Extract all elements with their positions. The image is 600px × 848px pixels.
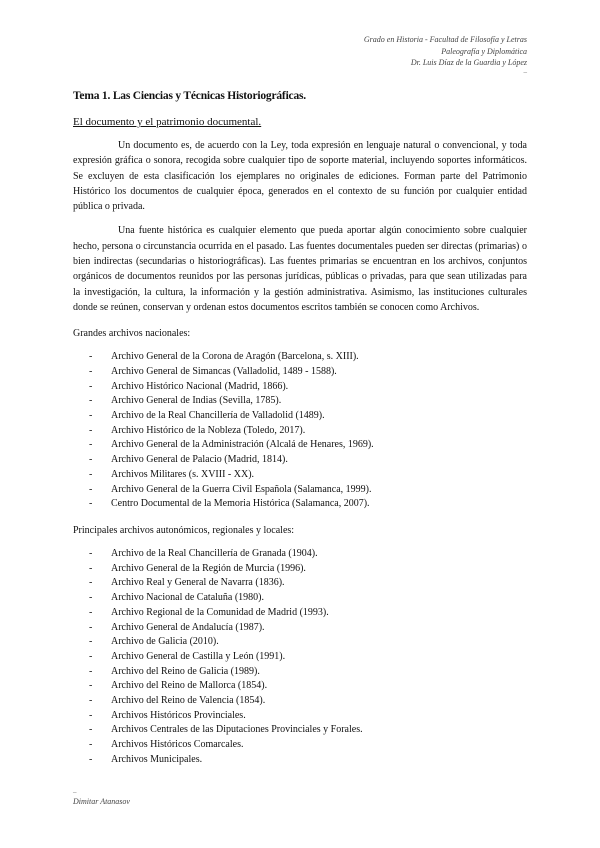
- list-bullet: -: [89, 680, 93, 692]
- list-bullet: -: [89, 739, 93, 751]
- page-content: [73, 89, 527, 768]
- list-item: - Archivo General de la Región de Murcia (1996).: [73, 562, 527, 577]
- list-bullet: -: [89, 439, 93, 451]
- list-item: - Archivo General de Indias (Sevilla, 1785).: [73, 394, 527, 409]
- list-item: - Archivo General de Simancas (Valladolid, 1489 - 1588).: [73, 365, 527, 380]
- list-item: - Archivo General de Castilla y León (1991).: [73, 650, 527, 665]
- list-item: - Archivos Históricos Provinciales.: [73, 709, 527, 724]
- list-bullet: -: [89, 665, 93, 677]
- list-item: - Archivos Centrales de las Diputaciones Provinciales y Forales.: [73, 723, 527, 738]
- list-bullet: -: [89, 753, 93, 765]
- list-bullet: -: [89, 577, 93, 589]
- list-item: - Archivo Histórico Nacional (Madrid, 1866).: [73, 380, 527, 395]
- list-item: - Archivo General de la Corona de Aragón (Barcelona, s. XIII).: [73, 350, 527, 365]
- list-bullet: -: [89, 650, 93, 662]
- list-bullet: -: [89, 454, 93, 466]
- list-bullet: -: [89, 695, 93, 707]
- list-bullet: -: [89, 365, 93, 377]
- footer-dash: –: [73, 788, 77, 796]
- paragraph: Un documento es, de acuerdo con la Ley, toda expresión en lenguaje natural o convencional, y toda expresión gráfica o sonora, recogida sobre cualquier tipo de soporte material, incluyendo soportes informáticos. Se excluyen de esta clasificación los ejemplares no originales de ediciones. Forman parte del Patrimonio Histórico los documentos de cualquier época, generados en el contexto de su función por cualquier entidad pública o privada.: [73, 140, 527, 213]
- national-archives-list: [73, 350, 527, 512]
- list-item: - Archivo de la Real Chancillería de Valladolid (1489).: [73, 409, 527, 424]
- list-item: - Archivo del Reino de Galicia (1989).: [73, 665, 527, 680]
- list-bullet: -: [89, 410, 93, 422]
- header-line-3: Dr. Luis Díaz de la Guardia y López: [410, 58, 527, 67]
- list-bullet: -: [89, 606, 93, 618]
- list-bullet: -: [89, 724, 93, 736]
- list-item: - Archivo de la Real Chancillería de Granada (1904).: [73, 547, 527, 562]
- list-item: - Archivos Históricos Comarcales.: [73, 738, 527, 753]
- list-bullet: -: [89, 636, 93, 648]
- list-item: - Archivo Histórico de la Nobleza (Toledo, 2017).: [73, 424, 527, 439]
- list-item: - Archivo General de Andalucía (1987).: [73, 621, 527, 636]
- list-item: - Archivo General de la Administración (Alcalá de Henares, 1969).: [73, 438, 527, 453]
- page-title: Tema 1. Las Ciencias y Técnicas Historiográficas.: [73, 90, 306, 102]
- section-subtitle: El documento y el patrimonio documental.: [73, 116, 262, 128]
- list-item: - Archivo del Reino de Mallorca (1854).: [73, 679, 527, 694]
- list-item: - Archivo Regional de la Comunidad de Madrid (1993).: [73, 606, 527, 621]
- header-line-2: Paleografía y Diplomática: [441, 46, 527, 56]
- paragraph: Una fuente histórica es cualquier elemento que pueda aportar algún conocimiento sobre cualquier hecho, persona o circunstancia ocurrida en el pasado. Las fuentes documentales pueden ser directas (primarias) o bien indirectas (secundarias o historiográficas). Las fuentes primarias se encuentran en los archivos, conjuntos orgánicos de documentos reunidos por las personas jurídicas, públicas o privadas, para que sean utilizadas para la investigación, la cultura, la información y la gestión administrativa. Asimismo, las instituciones culturales donde se reúnen, conservan y ordenan estos documentos escritos también se conocen como Archivos.: [73, 225, 527, 313]
- list-item: - Archivo del Reino de Valencia (1854).: [73, 694, 527, 709]
- list-bullet: -: [89, 621, 93, 633]
- list-bullet: -: [89, 468, 93, 480]
- list-item: - Archivo General de Palacio (Madrid, 1814).: [73, 453, 527, 468]
- regional-archives-list: [73, 547, 527, 768]
- list-bullet: -: [89, 498, 93, 510]
- list-bullet: -: [89, 709, 93, 721]
- page-header: [364, 34, 527, 69]
- list-item: - Archivo General de la Guerra Civil Española (Salamanca, 1999).: [73, 483, 527, 498]
- list-bullet: -: [89, 351, 93, 363]
- regional-archives-heading: Principales archivos autonómicos, regionales y locales:: [73, 525, 295, 536]
- national-archives-heading: Grandes archivos nacionales:: [73, 328, 191, 340]
- list-item: - Archivo de Galicia (2010).: [73, 635, 527, 650]
- list-item: - Archivo Nacional de Cataluña (1980).: [73, 591, 527, 606]
- list-bullet: -: [89, 395, 93, 407]
- header-dash: –: [523, 68, 527, 76]
- list-item: - Archivos Municipales.: [73, 753, 527, 768]
- list-item: - Archivos Militares (s. XVIII - XX).: [73, 468, 527, 483]
- list-bullet: -: [89, 548, 93, 559]
- list-item: - Archivo Real y General de Navarra (1836).: [73, 576, 527, 591]
- page-footer-author: Dimitar Atanasov: [73, 797, 130, 806]
- list-bullet: -: [89, 562, 93, 574]
- list-item: - Centro Documental de la Memoria Histórica (Salamanca, 2007).: [73, 497, 527, 512]
- list-bullet: -: [89, 592, 93, 604]
- list-bullet: -: [89, 424, 93, 436]
- header-line-1: Grado en Historia - Facultad de Filosofía y Letras: [363, 35, 527, 44]
- list-bullet: -: [89, 380, 93, 392]
- list-bullet: -: [89, 483, 93, 495]
